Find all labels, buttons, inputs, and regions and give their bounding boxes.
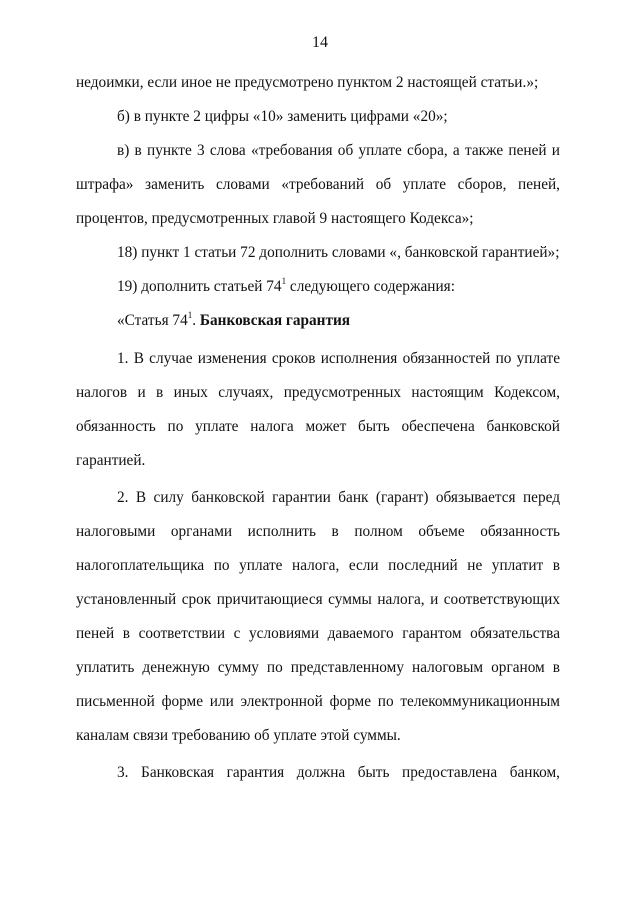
text-line: процентов, предусмотренных главой 9 настоящего Кодекса»; [76, 210, 474, 227]
text-line: уплатить денежную сумму по представленному налоговым органом в [76, 659, 560, 676]
text-line: пеней в соответствии с условиями даваемого гарантом обязательства [76, 625, 560, 642]
text-fragment: «Статья 74 [117, 312, 188, 329]
text-fragment: следующего содержания: [286, 278, 455, 295]
superscript: 1 [187, 309, 193, 320]
text-line: 2. В силу банковской гарантии банк (гарант) обязывается перед [117, 489, 560, 506]
text-line: установленный срок причитающиеся суммы налога, и соответствующих [76, 591, 560, 608]
document-body [76, 66, 560, 338]
paragraph-3 [76, 756, 560, 790]
text-line: 1. В случае изменения сроков исполнения обязанностей по уплате [117, 350, 560, 367]
paragraph-1 [76, 342, 560, 478]
text-line: обязанность по уплате налога может быть обеспечена банковской [76, 418, 560, 435]
text-fragment: 19) дополнить статьей 74 [117, 278, 282, 295]
text-line: гарантией. [76, 452, 146, 469]
text-line: 18) пункт 1 статьи 72 дополнить словами «, банковской гарантией»; [117, 244, 560, 261]
text-fragment: . [192, 312, 200, 329]
text-line: штрафа» заменить словами «требований об уплате сборов, пеней, [76, 176, 560, 193]
text-line: недоимки, если иное не предусмотрено пунктом 2 настоящей статьи.»; [76, 74, 539, 91]
paragraph-2 [76, 481, 560, 753]
text-line: в) в пункте 3 слова «требования об уплате сбора, а также пеней и [117, 142, 560, 159]
page-number: 14 [312, 34, 328, 51]
text-line: налогоплательщика по уплате налога, если последний не уплатит в [76, 557, 560, 574]
text-line: налогов и в иных случаях, предусмотренных настоящим Кодексом, [76, 384, 560, 401]
superscript: 1 [281, 275, 287, 286]
article-heading [76, 304, 560, 338]
text-line: каналам связи требованию об уплате этой суммы. [76, 727, 401, 744]
text-line [76, 270, 560, 304]
text-line: налоговыми органами исполнить в полном объеме обязанность [76, 523, 560, 540]
article-title: Банковская гарантия [199, 312, 351, 329]
text-line: письменной форме или электронной форме по телекоммуникационным [76, 693, 560, 710]
text-line: 3. Банковская гарантия должна быть предоставлена банком, [117, 764, 560, 781]
text-line: б) в пункте 2 цифры «10» заменить цифрами «20»; [117, 108, 448, 125]
